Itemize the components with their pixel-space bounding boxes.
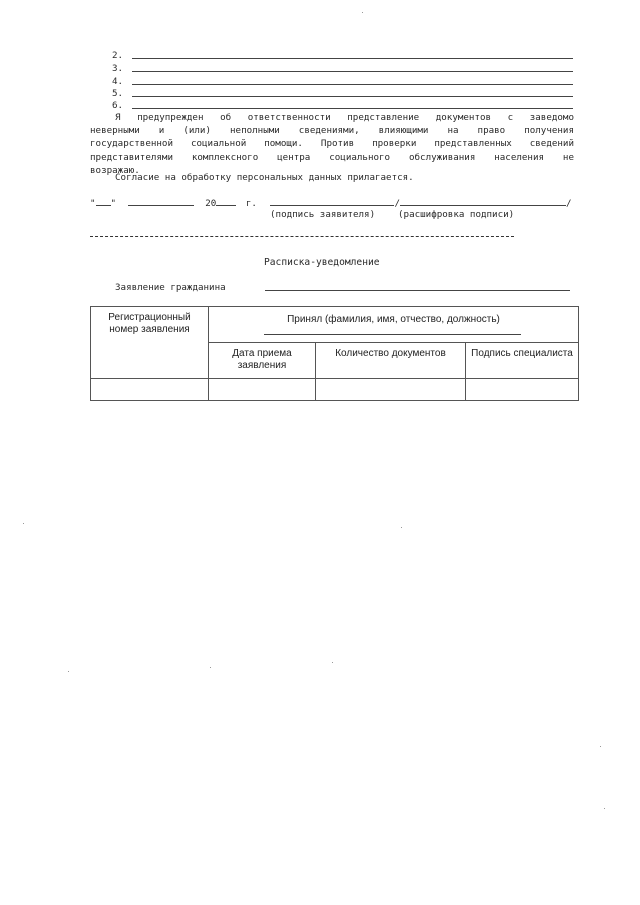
blank-line [132, 96, 573, 97]
month-blank[interactable] [128, 196, 194, 206]
citizen-application-label: Заявление гражданина [115, 282, 226, 293]
signature-cell[interactable] [466, 379, 579, 401]
blank-line [132, 84, 573, 85]
warning-line: государственной социальной помощи. Против проверки представленных сведений [90, 138, 574, 150]
accepted-header-cell [209, 307, 579, 343]
line-number: 5. [112, 88, 124, 99]
warning-paragraph [90, 111, 574, 177]
date-header: Дата приема заявления [232, 348, 292, 371]
scan-speck [362, 12, 363, 13]
reg-number-header-cell [91, 307, 209, 379]
receipt-title: Расписка-уведомление [264, 257, 380, 268]
decryption-blank[interactable] [400, 196, 566, 206]
cut-line [90, 236, 514, 237]
line-number: 4. [112, 76, 124, 87]
signature-header-cell [466, 343, 579, 379]
year-suffix: г. [245, 198, 257, 209]
scan-speck [332, 662, 333, 663]
warning-line: неверными и (или) неполными сведениями, влияющими на право получения [90, 125, 574, 137]
reg-number-header: Регистрационный номер заявления [108, 312, 191, 335]
blank-line [132, 71, 573, 72]
scan-speck [68, 671, 69, 672]
line-number: 6. [112, 100, 124, 111]
date-header-cell [209, 343, 316, 379]
citizen-application-blank[interactable] [265, 290, 570, 291]
slash: / [394, 198, 400, 209]
docs-count-header-cell [316, 343, 466, 379]
signature-caption: (подпись заявителя) [270, 209, 376, 220]
date-signature-line [90, 196, 572, 208]
signature-blank[interactable] [270, 196, 394, 206]
scan-speck [23, 523, 24, 524]
year-blank[interactable] [216, 196, 236, 206]
quote-close: " [110, 198, 117, 209]
accepted-header: Принял (фамилия, имя, отчество, должность) [287, 314, 500, 325]
warning-line: Я предупрежден об ответственности представление документов с заведомо [115, 112, 574, 123]
line-number: 3. [112, 63, 124, 74]
scan-speck [600, 746, 601, 747]
warning-line: представителями комплексного центра социального обслуживания населения не [90, 151, 574, 163]
consent-text: Согласие на обработку персональных данных прилагается. [115, 172, 414, 183]
blank-line [132, 108, 573, 109]
day-blank[interactable] [96, 196, 111, 206]
quote-open: " [90, 198, 96, 209]
scan-speck [604, 808, 605, 809]
line-number: 2. [112, 50, 124, 61]
signature-header: Подпись специалиста [471, 348, 573, 359]
year-prefix: 20 [205, 198, 217, 209]
scan-speck [401, 527, 402, 528]
docs-count-header: Количество документов [335, 348, 446, 359]
slash: / [565, 198, 572, 209]
blank-line [132, 58, 573, 59]
receipt-table [90, 306, 579, 401]
scan-speck [210, 667, 211, 668]
docs-count-cell[interactable] [316, 379, 466, 401]
decryption-caption: (расшифровка подписи) [398, 209, 515, 220]
reg-number-cell[interactable] [91, 379, 209, 401]
accepted-name-blank[interactable] [264, 334, 521, 335]
date-cell[interactable] [209, 379, 316, 401]
warning-line: возражаю. [90, 164, 140, 176]
